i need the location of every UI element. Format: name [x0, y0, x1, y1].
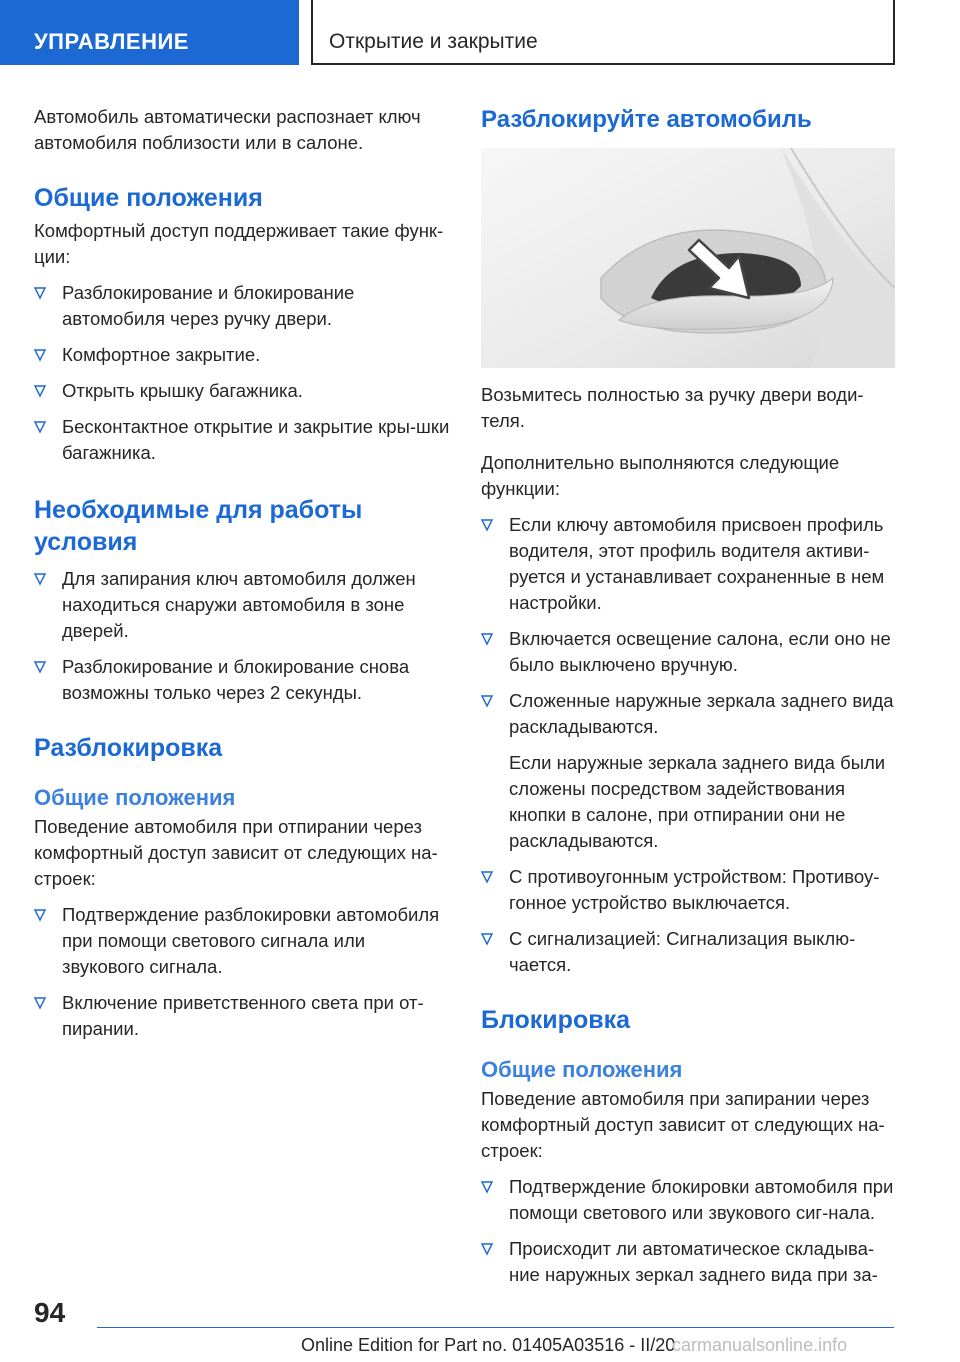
- triangle-bullet-icon: [481, 867, 493, 885]
- grip-text: Возьмитесь полностью за ручку двери води-теля.: [481, 384, 864, 431]
- triangle-bullet-icon: [481, 1239, 493, 1257]
- list-item: [34, 280, 452, 332]
- extra-list: [481, 512, 901, 740]
- list-item: [481, 512, 901, 616]
- page-number: 94: [34, 1297, 66, 1328]
- list-item-text: Включается освещение салона, если оно не было выключено вручную.: [509, 628, 891, 675]
- triangle-bullet-icon: [481, 515, 493, 533]
- heading-conditions-line1: Необходимые для работы: [34, 496, 363, 524]
- triangle-bullet-icon: [481, 929, 493, 947]
- triangle-bullet-icon: [34, 283, 46, 301]
- list-item-text: Включение приветственного света при от-пирании.: [62, 992, 424, 1039]
- right-column: [481, 104, 901, 1288]
- list-item: [481, 1236, 901, 1288]
- list-item-text: С сигнализацией: Сигнализация выклю-чается.: [509, 928, 856, 975]
- list-item-text: Подтверждение блокировки автомобиля при помощи светового или звукового сиг-нала.: [509, 1176, 894, 1223]
- locking-text: Поведение автомобиля при запирании через комфортный доступ зависит от следующих на-строек:: [481, 1088, 885, 1161]
- triangle-bullet-icon: [34, 345, 46, 363]
- list-item: [34, 342, 452, 368]
- door-handle-illustration: [481, 148, 895, 368]
- list-item: [481, 626, 901, 678]
- triangle-bullet-icon: [34, 381, 46, 399]
- extra-text: Дополнительно выполняются следующие функции:: [481, 452, 840, 499]
- unlocking-text: Поведение автомобиля при отпирании через комфортный доступ зависит от следующих на-строек:: [34, 816, 438, 889]
- heading-locking: Блокировка: [481, 1006, 630, 1034]
- triangle-bullet-icon: [34, 657, 46, 675]
- triangle-bullet-icon: [481, 691, 493, 709]
- heading-unlock-car: Разблокируйте автомобиль: [481, 106, 812, 133]
- subheading-locking-general: Общие положения: [481, 1057, 683, 1082]
- heading-unlocking: Разблокировка: [34, 734, 223, 762]
- list-item-text: Происходит ли автоматическое складыва-ние наружных зеркал заднего вида при за-: [509, 1238, 878, 1285]
- list-item: [34, 654, 452, 706]
- chapter-title: Открытие и закрытие: [311, 0, 895, 65]
- extra-list-2: [481, 864, 901, 978]
- unlocking-list: [34, 902, 452, 1042]
- door-handle-image: [481, 148, 895, 368]
- list-item: [481, 864, 901, 916]
- list-item-text: Для запирания ключ автомобиля должен находиться снаружи автомобиля в зоне дверей.: [62, 568, 416, 641]
- list-item-text: Если ключу автомобиля присвоен профиль водителя, этот профиль водителя активи-руется и устанавливает сохраненные в нем настройки.: [509, 514, 885, 613]
- list-item-text: Бесконтактное открытие и закрытие кры-шки багажника.: [62, 416, 450, 463]
- mirror-note: Если наружные зеркала заднего вида были сложены посредством задействования кнопки в салоне, при отпирании они не раскладываются.: [509, 752, 886, 851]
- list-item: [34, 902, 452, 980]
- triangle-bullet-icon: [34, 569, 46, 587]
- edition-text: Online Edition for Part no. 01405A03516 - II/20: [301, 1335, 676, 1355]
- list-item-text: Подтверждение разблокировки автомобиля при помощи светового сигнала или звукового сигнала.: [62, 904, 440, 977]
- heading-conditions: [34, 494, 452, 558]
- list-item: [34, 414, 452, 466]
- triangle-bullet-icon: [481, 629, 493, 647]
- triangle-bullet-icon: [34, 905, 46, 923]
- heading-conditions-line2: условия: [34, 528, 138, 556]
- conditions-list: [34, 566, 452, 706]
- footer-divider: [97, 1327, 894, 1328]
- section-tab: УПРАВЛЕНИЕ: [0, 0, 299, 65]
- general-text: Комфортный доступ поддерживает такие функ-ции:: [34, 220, 444, 267]
- list-item: [481, 688, 901, 740]
- list-item-text: Сложенные наружные зеркала заднего вида раскладываются.: [509, 690, 894, 737]
- list-item: [34, 990, 452, 1042]
- intro-paragraph: Автомобиль автоматически распознает ключ автомобиля поблизости или в салоне.: [34, 106, 421, 153]
- list-item: [34, 566, 452, 644]
- triangle-bullet-icon: [481, 1177, 493, 1195]
- list-item-text: Открыть крышку багажника.: [62, 380, 303, 401]
- list-item: [481, 926, 901, 978]
- general-list: [34, 280, 452, 466]
- subheading-unlocking-general: Общие положения: [34, 785, 236, 810]
- left-column: [34, 104, 452, 1042]
- list-item: [34, 378, 452, 404]
- triangle-bullet-icon: [34, 993, 46, 1011]
- triangle-bullet-icon: [34, 417, 46, 435]
- list-item-text: Разблокирование и блокирование снова возможны только через 2 секунды.: [62, 656, 410, 703]
- list-item-text: С противоугонным устройством: Противоу-гонное устройство выключается.: [509, 866, 880, 913]
- heading-general: Общие положения: [34, 184, 263, 212]
- list-item: [481, 1174, 901, 1226]
- watermark: carmanualsonline.info: [672, 1335, 848, 1355]
- list-item-text: Разблокирование и блокирование автомобиля через ручку двери.: [62, 282, 355, 329]
- locking-list: [481, 1174, 901, 1288]
- list-item-text: Комфортное закрытие.: [62, 344, 261, 365]
